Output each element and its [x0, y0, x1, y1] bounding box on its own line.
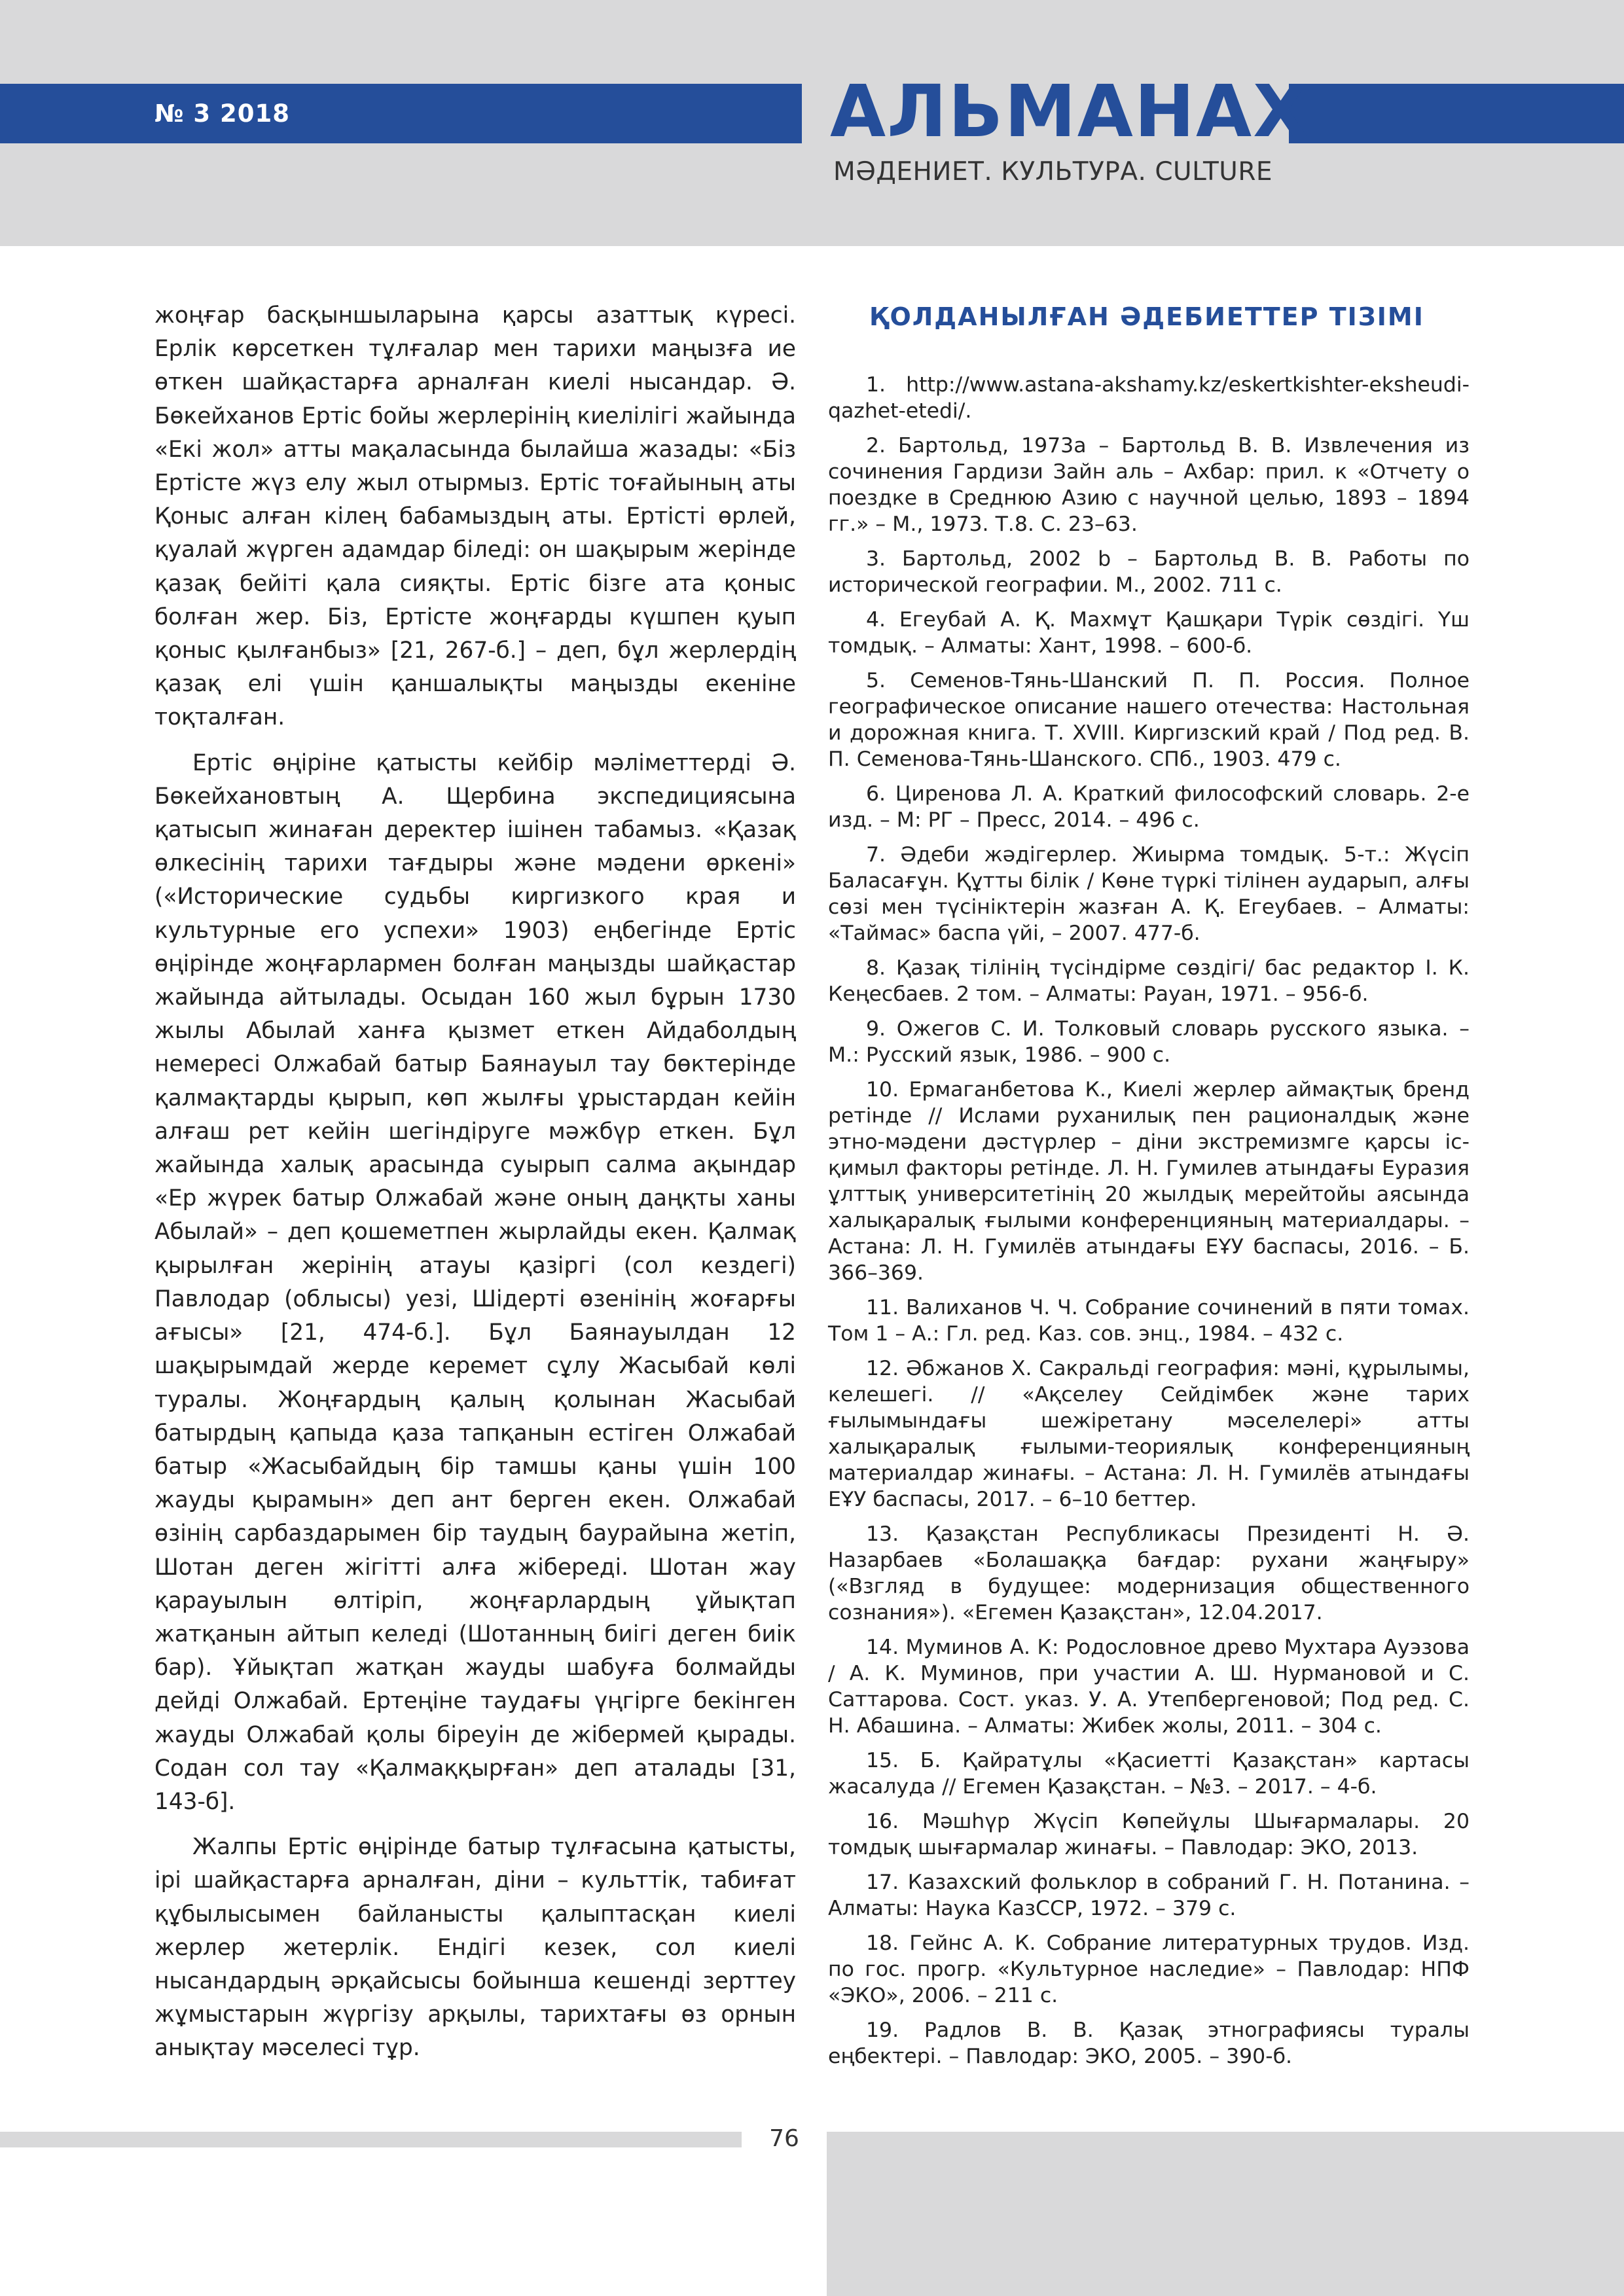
issue-number: № 3 2018: [154, 99, 291, 128]
reference-item: 4. Егеубай А. Қ. Махмұт Қашқари Түрік сөздігі. Үш томдық. – Алматы: Хант, 1998. – 600-б.: [828, 608, 1470, 658]
reference-item: 11. Валиханов Ч. Ч. Собрание сочинений в пяти томах. Том 1 – А.: Гл. ред. Каз. сов. энц., 1984. – 432 с.: [828, 1296, 1470, 1346]
reference-item: 16. Мәшһүр Жүсіп Көпейұлы Шығармалары. 20 томдық шығармалар жинағы. – Павлодар: ЭКО, 2013.: [828, 1810, 1470, 1859]
body-paragraph: Ертіс өңіріне қатысты кейбір мәліметтерді Ә. Бөкейхановтың А. Щербина экспедициясына қатысып жинаған деректер ішінен табамыз. «Қазақ өлкесінің тарихи тағдыры және мәдени өркені» («Исторические судьбы киргизкого края и культурные его успехи» 1903) еңбегінде Ертіс өңірінде жоңғарлармен болған маңызды шайқастар жайында айтылады. Осыдан 160 жыл бұрын 1730 жылы Абылай ханға қызмет еткен Айдаболдың немересі Олжабай батыр Баянауыл тау бөктерінде қалмақтарды қырып, көп жылғы ұрыстардан кейін алғаш рет кейін шегіндіруге мәжбүр еткен. Бұл жайында халық арасында суырып салма ақындар «Ер жүрек батыр Олжабай және оның даңқты ханы Абылай» – деп қошеметпен жырлайды екен. Қалмақ қырылған жерінің атауы қазіргі (сол кездегі) Павлодар (облысы) уезі, Шідерті өзенінің жоғарғы ағысы» [21, 474-б.]. Бұл Баянауылдан 12 шақырымдай жерде керемет сұлу Жасыбай көлі туралы. Жоңғардың қалың қолынан Жасыбай батырдың қапыда қаза тапқанын естіген Олжабай батыр «Жасыбайдың бір тамшы қаны үшін 100 жауды қырамын» деп ант берген екен. Олжабай өзінің сарбаздарымен бір таудың баурайына жетіп, Шотан деген жігітті алға жібереді. Шотан жау қарауылын өлтіріп, жоңғарлардың ұйықтап жатқанын айтып келеді (Шотанның биігі деген биік бар). Ұйықтап жатқан жауды шабуға болмайды дейді Олжабай. Ертеңіне таудағы үңгірге бекінген жауды Олжабай қолы біреуін де жібермей қырады. Содан сол тау «Қалмаққырған» деп аталады [31, 143-б].: [154, 749, 796, 1815]
reference-item: 7. Әдеби жәдігерлер. Жиырма томдық. 5-т.: Жүсіп Баласағұн. Құтты білік / Көне түркі тілінен аударып, алғы сөзі мен түсініктерін жазған А. Қ. Егеубаев. – Алматы: «Таймас» баспа үйі, – 2007. 477-б.: [828, 843, 1470, 945]
reference-item: 19. Радлов В. В. Қазақ этнографиясы туралы еңбектері. – Павлодар: ЭКО, 2005. – 390-б.: [828, 2018, 1470, 2068]
footer-block: [827, 2132, 1624, 2296]
reference-item: 15. Б. Қайратұлы «Қасиетті Қазақстан» картасы жасалуда // Егемен Қазақстан. – №3. – 2017. – 4-б.: [828, 1749, 1470, 1799]
reference-item: 6. Циренова Л. А. Краткий философский словарь. 2-е изд. – М: РГ – Пресс, 2014. – 496 с.: [828, 782, 1470, 832]
header-band-left: [0, 84, 802, 143]
reference-item: 9. Ожегов С. И. Толковый словарь русского языка. – М.: Русский язык, 1986. – 900 с.: [828, 1017, 1470, 1067]
reference-item: 8. Қазақ тілінің түсіндірме сөздігі/ бас редактор І. К. Кеңесбаев. 2 том. – Алматы: Рауан, 1971. – 956-б.: [828, 956, 1470, 1006]
article-body: [154, 299, 796, 2077]
body-paragraph: жоңғар басқыншыларына қарсы азаттық күресі. Ерлік көрсеткен тұлғалар мен тарихи маңызға ие өткен шайқастарға арналған киелі нысандар. Ә. Бөкейханов Ертіс бойы жерлерінің киелілігі жайында «Екі жол» атты мақаласында былайша жазады: «Біз Ертісте жүз елу жыл отырмыз. Ертіс тоғайының аты Қоныс алған кілең бабамыздың аты. Ертісті өрлей, қуалай жүрген адамдар біледі: он шақырым жерінде қазақ бейіті қала сияқты. Ертіс бізге ата қоныс болған жер. Біз, Ертісте жоңғарды күшпен қуып қоныс қылғанбыз» [21, 267-б.] – деп, бұл жерлердің қазақ елі үшін қаншалықты маңызды екеніне тоқталған.: [154, 302, 796, 731]
reference-item: 12. Әбжанов Х. Сакральді география: мәні, құрылымы, келешегі. // «Ақселеу Сейдімбек және тарих ғылымындағы шежіретану мәселелері» атты халықаралық ғылыми-теориялық конференцияның материалдар жинағы. – Астана: Л. Н. Гумилёв атындағы ЕҰУ баспасы, 2017. – 6–10 беттер.: [828, 1357, 1470, 1511]
reference-item: 13. Қазақстан Республикасы Президенті Н. Ә. Назарбаев «Болашаққа бағдар: рухани жаңғыру» («Взгляд в будущее: модернизация общественного сознания»). «Егемен Қазақстан», 12.04.2017.: [828, 1522, 1470, 1624]
reference-item: 10. Ермаганбетова К., Киелі жерлер аймақтық бренд ретінде // Ислами руханилық пен рационалдық және этно-мәдени дәстүрлер – діни экстремизмге қарсы іс-қимыл факторы ретінде. Л. Н. Гумилев атындағы Еуразия ұлттық университетінің 20 жылдық мерейтойы аясында халықаралық ғылыми конференцияның материалдары. – Астана: Л. Н. Гумилёв атындағы ЕҰУ баспасы, 2016. – Б. 366–369.: [828, 1078, 1470, 1285]
page-number: 76: [769, 2125, 799, 2152]
header-band-right: [1289, 84, 1624, 143]
reference-item: 2. Бартольд, 1973а – Бартольд В. В. Извлечения из сочинения Гардизи Зайн аль – Ахбар: прил. к «Отчету о поездке в Среднюю Азию с научной целью, 1893 – 1894 гг.» – М., 1973. Т.8. С. 23–63.: [828, 434, 1470, 536]
reference-item: 3. Бартольд, 2002 b – Бартольд В. В. Работы по исторической географии. М., 2002. 711 с.: [828, 547, 1470, 597]
references-list: [828, 372, 1470, 2078]
reference-item: 14. Муминов А. К: Родословное древо Мухтара Ауэзова / А. К. Муминов, при участии А. Ш. Нурмановой и С. Саттарова. Сост. указ. У. А. Утепбергеновой; Под ред. С. Н. Абашина. – Алматы: Жибек жолы, 2011. – 304 с.: [828, 1636, 1470, 1738]
reference-item: 1. http://www.astana-akshamy.kz/eskertkishter-eksheudi-qazhet-etedi/.: [828, 373, 1470, 423]
body-paragraph: Жалпы Ертіс өңірінде батыр тұлғасына қатысты, ірі шайқастарға арналған, діни – культтік, табиғат құбылысымен байланысты қалыптасқан киелі жерлер жетерлік. Ендігі кезек, сол киелі нысандардың әрқайсысы бойынша кешенді зерттеу жұмыстарын жүргізу арқылы, тарихтағы өз орнын анықтау мәселесі тұр.: [154, 1834, 796, 2062]
footer-bar: [0, 2132, 742, 2147]
reference-item: 17. Казахский фольклор в собраний Г. Н. Потанина. – Алматы: Наука КазССР, 1972. – 379 с.: [828, 1871, 1470, 1920]
reference-item: 18. Гейнс А. К. Собрание литературных трудов. Изд. по гос. прогр. «Культурное наследие» – Павлодар: НПФ «ЭКО», 2006. – 211 с.: [828, 1931, 1470, 2007]
reference-item: 5. Семенов-Тянь-Шанский П. П. Россия. Полное географическое описание нашего отечества: Настольная и дорожная книга. Т. XVIII. Киргизский край / Под ред. В. П. Семенова-Тянь-Шанского. СПб., 1903. 479 с.: [828, 669, 1470, 771]
references-title: ҚОЛДАНЫЛҒАН ӘДЕБИЕТТЕР ТІЗІМІ: [869, 302, 1424, 331]
journal-title: АЛЬМАНАХ: [830, 69, 1310, 153]
journal-subtitle: МӘДЕНИЕТ. КУЛЬТУРА. CULTURE: [833, 157, 1273, 187]
